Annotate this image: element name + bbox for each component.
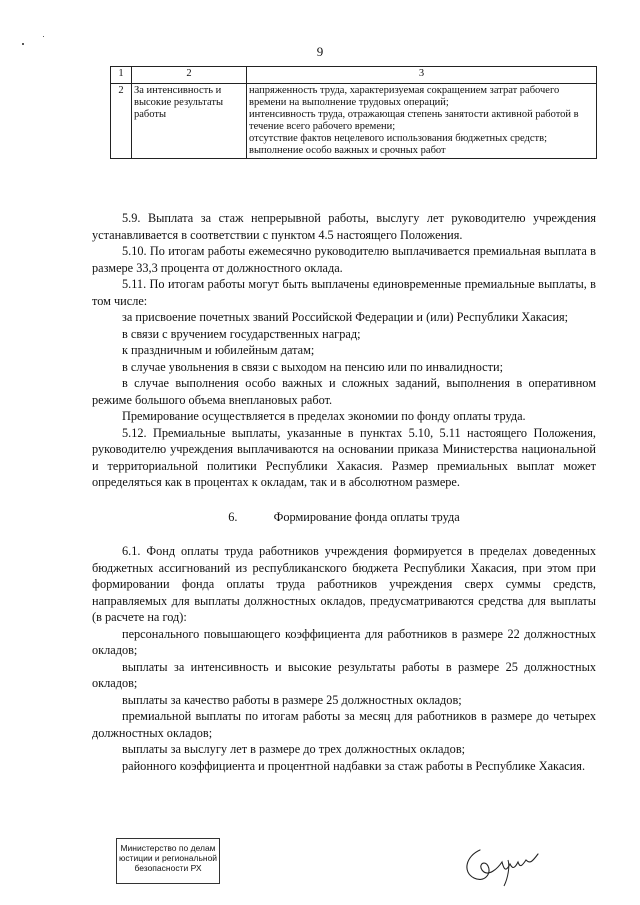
scan-speck — [43, 36, 44, 37]
table-header-cell: 1 — [111, 67, 132, 84]
indicator-item: отсутствие фактов нецелевого использования бюджетных средств; — [249, 133, 548, 144]
paragraph-6-1: 6.1. Фонд оплаты труда работников учреждения формируется в пределах доведенных бюджетных ассигнований из республиканского бюджета Республики Хакасия, при этом при формировании фонда оплаты труда работников учреждения сверх суммы средств, направляемых для выплаты должностных окладов, предусматриваются средства для выплаты (в расчете на год): — [92, 544, 596, 624]
stamp-line: безопасности РХ — [134, 863, 202, 873]
list-item: в связи с вручением государственных наград; — [122, 326, 361, 341]
paragraph-5-12: 5.12. Премиальные выплаты, указанные в пунктах 5.10, 5.11 настоящего Положения, руководителю учреждения выплачиваются на основании приказа Министерства национальной и территориальной политики Республики Хакасия. Размер премиальных выплат может определяться как в процентах к окладам, так и в абсолютном размере. — [92, 425, 596, 489]
section-heading — [92, 509, 596, 526]
stamp-line: юстиции и региональной — [118, 853, 218, 863]
page-number: 9 — [316, 44, 324, 59]
table-header-cell: 2 — [132, 67, 247, 84]
indicator-item: интенсивность труда, отражающая степень занятости активной работой в течение всего рабочего времени; — [249, 109, 579, 132]
list-item: выплаты за выслугу лет в размере до трех должностных окладов; — [122, 742, 466, 756]
handwritten-signature — [458, 838, 558, 888]
table-header-row — [111, 67, 597, 84]
list-item: в случае увольнения в связи с выходом на пенсию или по инвалидности; — [122, 359, 503, 374]
row-number: 2 — [111, 84, 132, 159]
document-body — [92, 210, 596, 774]
paragraph-premium-note: Премирование осуществляется в пределах экономии по фонду оплаты труда. — [122, 409, 526, 423]
table-row — [111, 84, 597, 159]
indicator-item: напряженность труда, характеризуемая сокращением затрат рабочего времени на выполнение трудовых операций; — [249, 85, 560, 108]
criterion-cell: За интенсивность и высокие результаты работы — [132, 84, 247, 159]
list-item: районного коэффициента и процентной надбавки за стаж работы в Республике Хакасия. — [122, 758, 586, 773]
registration-stamp — [116, 838, 220, 884]
list-item: выплаты за качество работы в размере 25 должностных окладов; — [122, 692, 462, 707]
list-item: в случае выполнения особо важных и сложных заданий, выполнения в оперативном режиме большого объема внеплановых работ. — [92, 376, 596, 407]
section-title: Формирование фонда оплаты труда — [273, 509, 460, 524]
list-item: за присвоение почетных званий Российской Федерации и (или) Республики Хакасия; — [122, 310, 569, 324]
paragraph-5-9: 5.9. Выплата за стаж непрерывной работы, выслугу лет руководителю учреждения устанавливается в соответствии с пунктом 4.5 настоящего Положения. — [92, 211, 596, 242]
indicators-cell — [247, 84, 597, 159]
list-item: персонального повышающего коэффициента для работников в размере 22 должностных окладов; — [92, 626, 596, 657]
list-item: премиальной выплаты по итогам работы за месяц для работников в размере до четырех должностных окладов; — [92, 709, 596, 740]
indicator-item: выполнение особо важных и срочных работ — [249, 145, 446, 156]
table-header-cell: 3 — [247, 67, 597, 84]
section-number: 6. — [228, 509, 238, 524]
list-item: выплаты за интенсивность и высокие результаты работы в размере 25 должностных окладов; — [92, 659, 596, 690]
stamp-line: Министерство по делам — [120, 843, 216, 853]
bonus-criteria-table — [110, 66, 597, 159]
paragraph-5-11: 5.11. По итогам работы могут быть выплачены единовременные премиальные выплаты, в том числе: — [92, 277, 596, 308]
list-item: к праздничным и юбилейным датам; — [122, 343, 315, 357]
paragraph-5-10: 5.10. По итогам работы ежемесячно руководителю выплачивается премиальная выплата в размере 33,3 процента от должностного оклада. — [92, 244, 596, 275]
